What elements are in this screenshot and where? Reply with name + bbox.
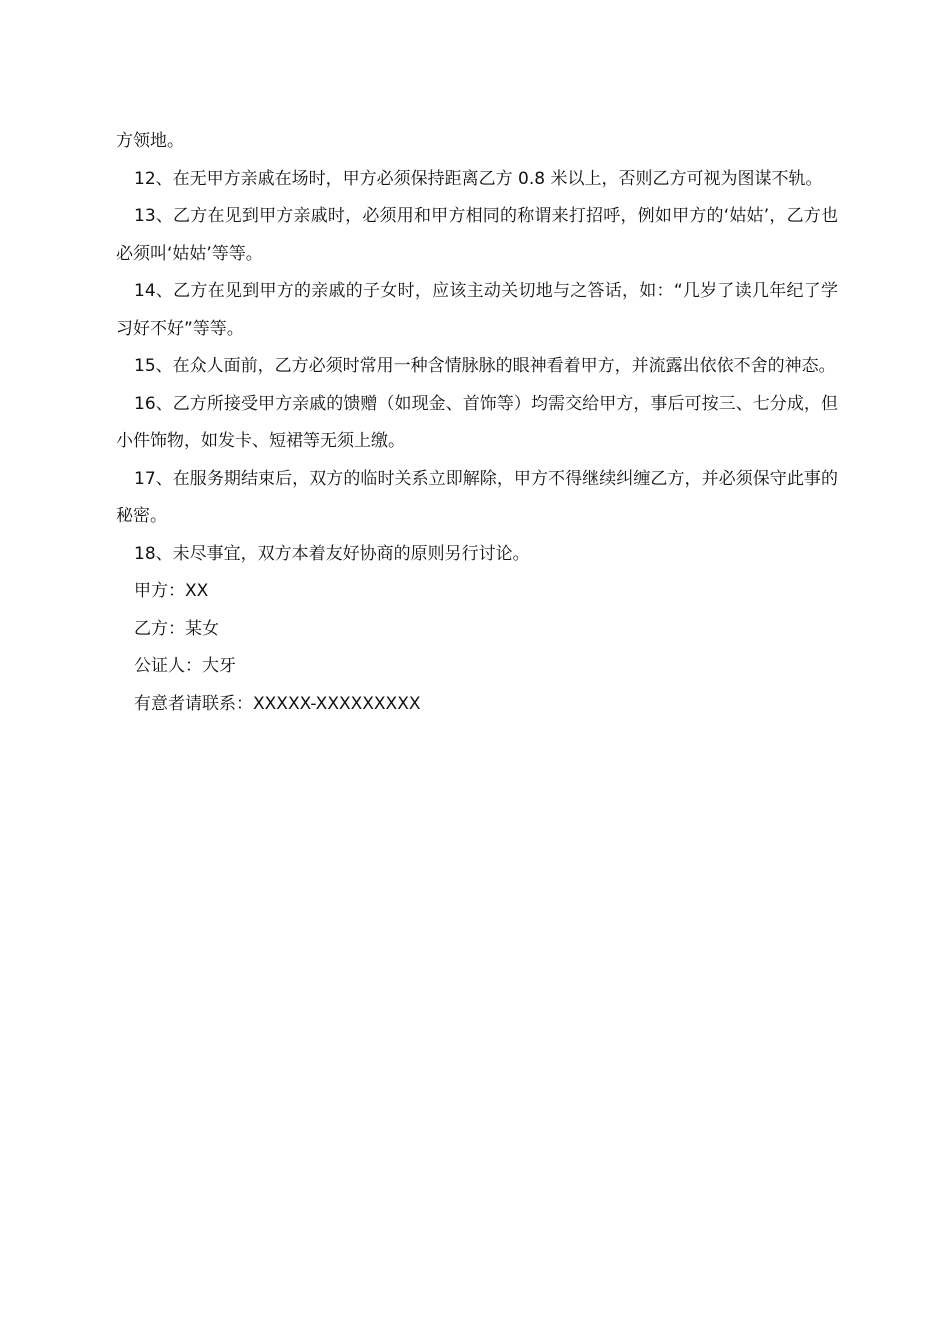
contact-info: 有意者请联系：XXXXX-XXXXXXXXX <box>134 693 421 714</box>
clause-14: 14、乙方在见到甲方的亲戚的子女时，应该主动关切地与之答话，如：“几岁了读几年纪了学习好不好”等等。 <box>116 281 838 339</box>
continuation-text: 方领地。 <box>116 131 184 151</box>
party-a-signature: 甲方：XX <box>134 581 209 601</box>
clause-13: 13、乙方在见到甲方亲戚时，必须用和甲方相同的称谓来打招呼，例如甲方的‘姑姑’，乙方也必须叫‘姑姑’等等。 <box>116 206 838 264</box>
notary-signature: 公证人：大牙 <box>134 656 236 676</box>
party-b-signature: 乙方：某女 <box>134 618 219 639</box>
clause-12: 12、在无甲方亲戚在场时，甲方必须保持距离乙方 0.8 米以上，否则乙方可视为图谋不轨。 <box>134 168 823 189</box>
clause-17: 17、在服务期结束后，双方的临时关系立即解除，甲方不得继续纠缠乙方，并必须保守此事的秘密。 <box>116 468 838 526</box>
clause-15: 15、在众人面前，乙方必须时常用一种含情脉脉的眼神看着甲方，并流露出依依不舍的神态。 <box>134 356 836 376</box>
document-body <box>116 123 838 723</box>
clause-16: 16、乙方所接受甲方亲戚的馈赠（如现金、首饰等）均需交给甲方，事后可按三、七分成，但小件饰物，如发卡、短裙等无须上缴。 <box>116 393 838 451</box>
clause-18: 18、未尽事宜，双方本着友好协商的原则另行讨论。 <box>134 543 530 564</box>
